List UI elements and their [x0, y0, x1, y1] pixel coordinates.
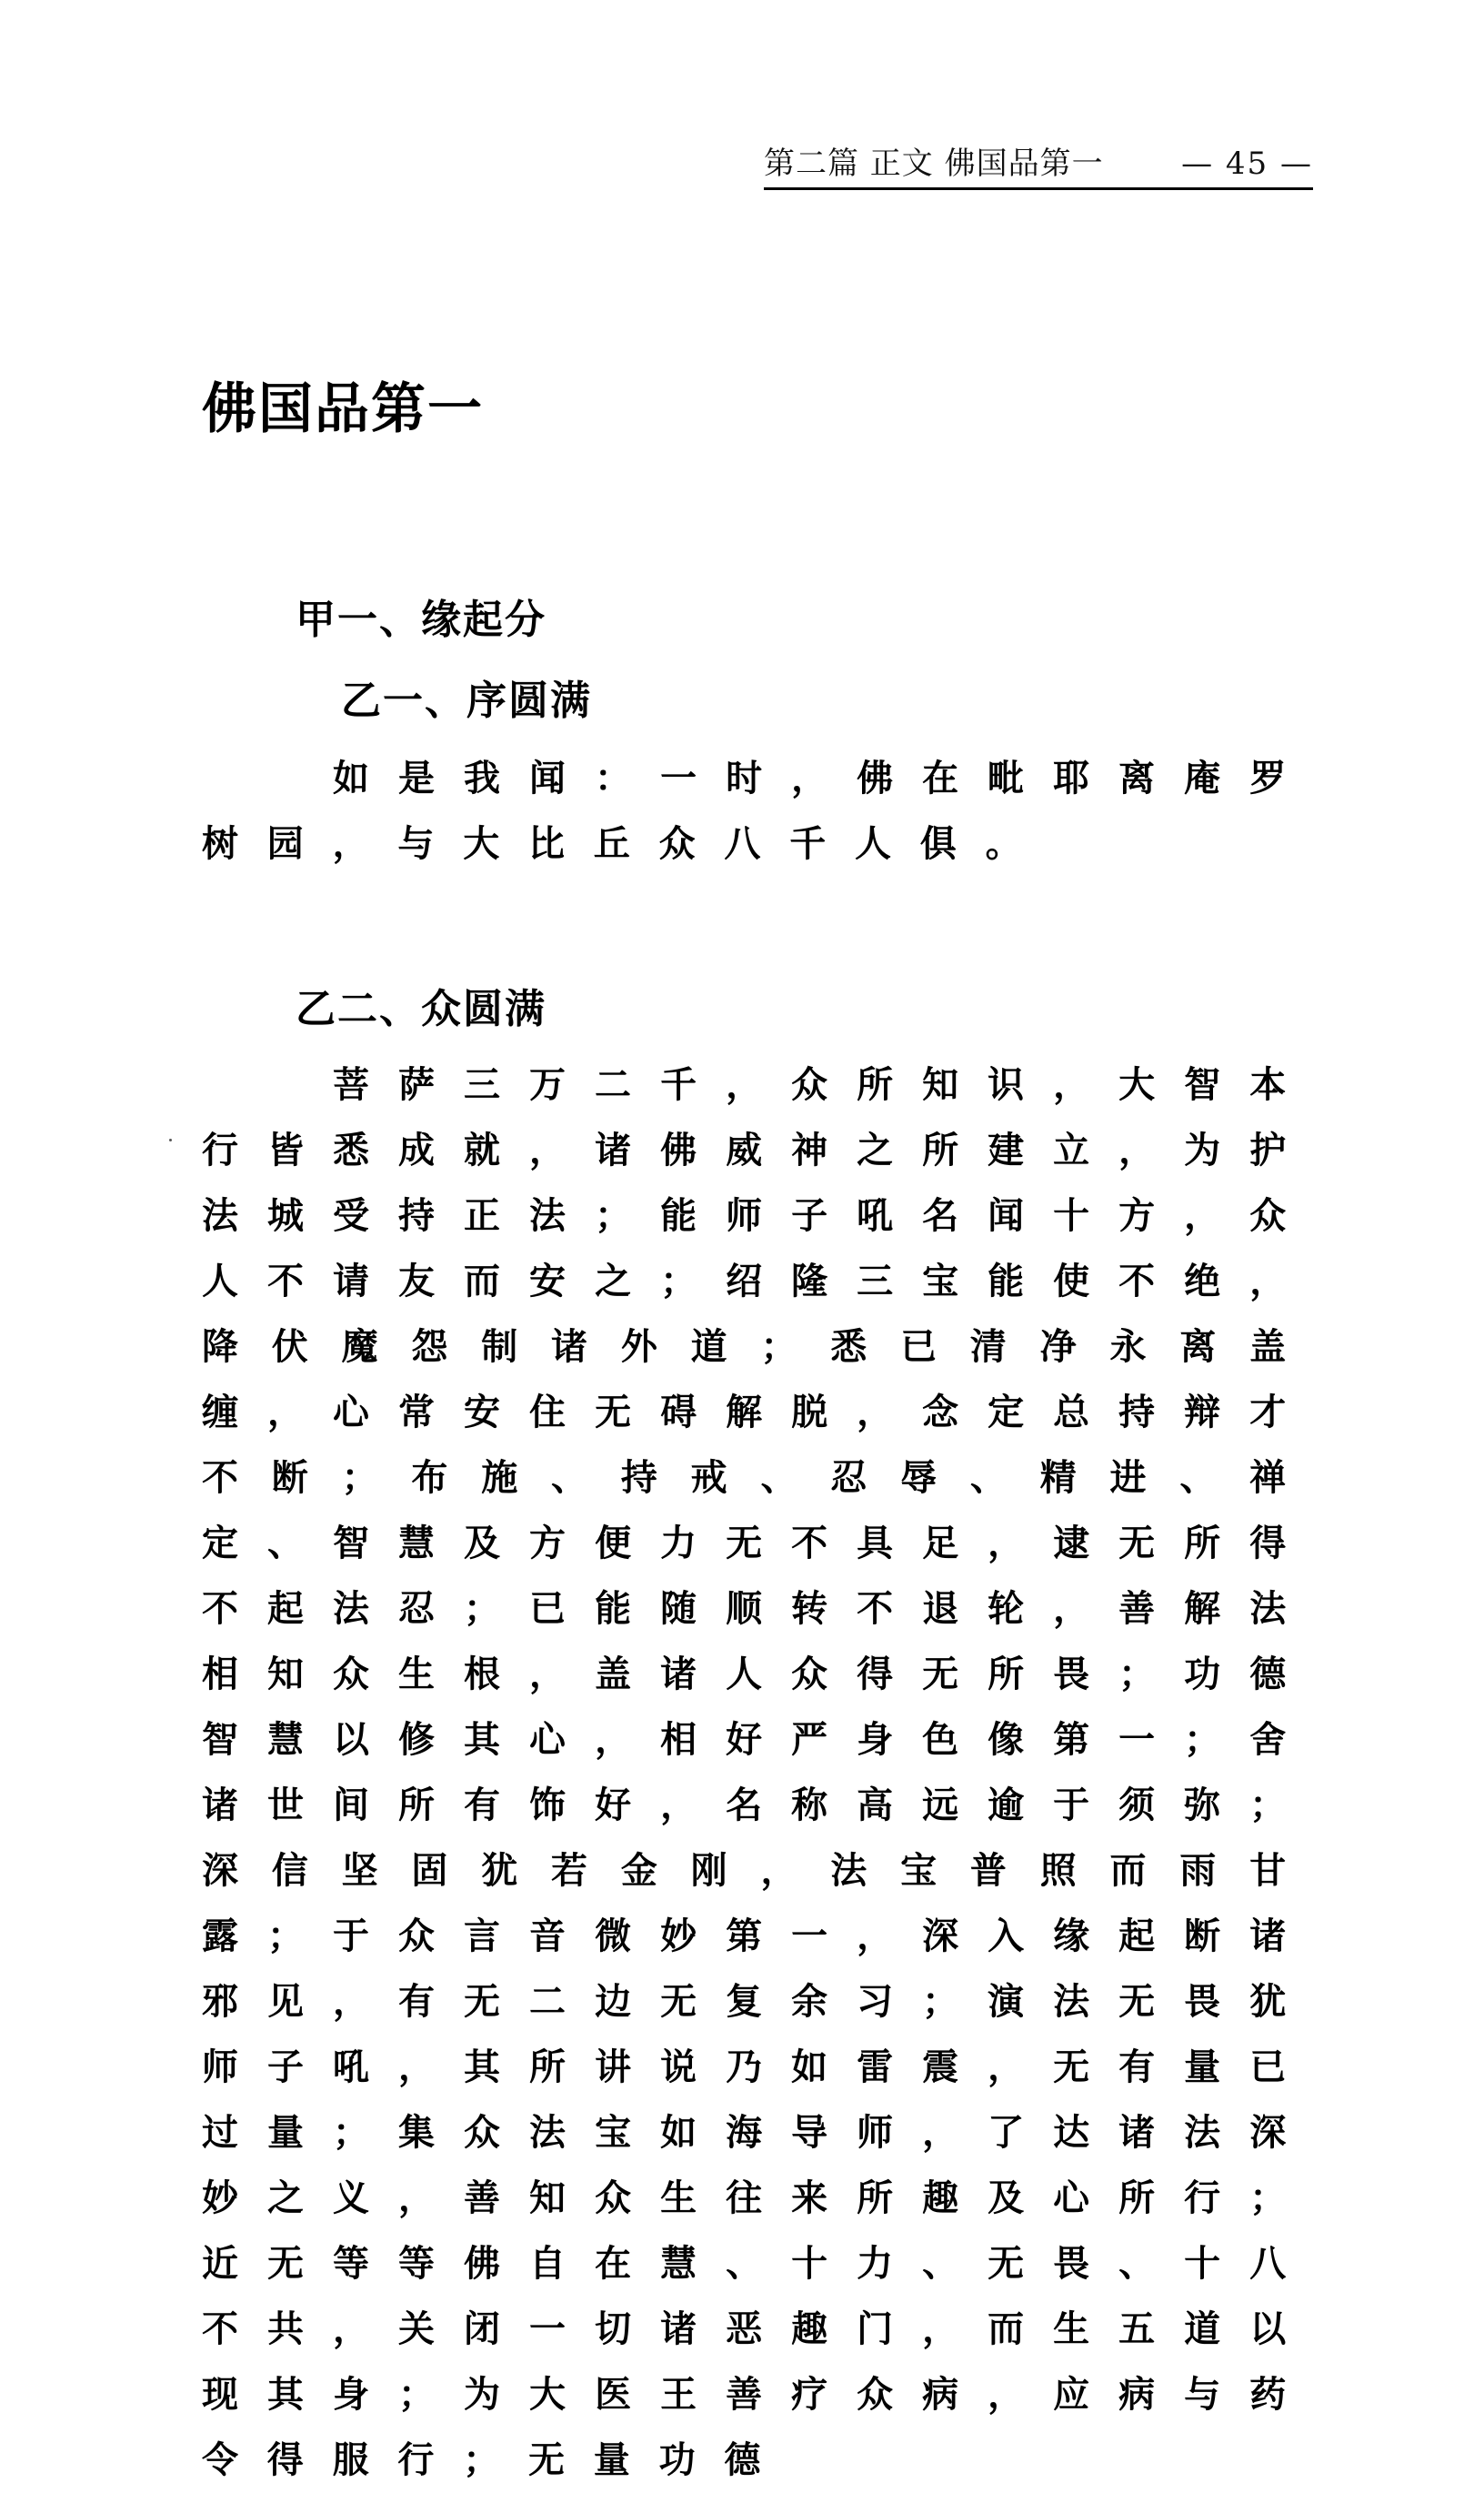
heading-yi1: 乙一、序圆满: [341, 678, 592, 724]
running-head-title: 第二篇 正文 佛国品第一: [764, 146, 1104, 182]
paragraph-intro: 如是我闻：一时，佛在毗耶离庵罗树园，与大比丘众八千人俱。: [202, 758, 1315, 865]
heading-jia1: 甲一、缘起分: [296, 597, 546, 643]
paragraph-assembly: 菩萨三万二千，众所知识，大智本行皆悉成就，诸佛威神之所建立，为护法城受持正法；能师子吼名闻十方，众人不请友而安之；绍隆三宝能使不绝，降伏魔怨制诸外道；悉已清净永离盖缠，心常安住无碍解脱，念定总持辩才不断；布施、持戒、忍辱、精进、禅定、智慧及方便力无不具足，逮无所得不起法忍；已能随顺转不退轮，善解法相知众生根，盖诸人众得无所畏；功德智慧以修其心，相好严身色像第一；舍诸世间所有饰好，名称高远逾于须弥；深信坚固犹若金刚，法宝普照而雨甘露；于众言音微妙第一，深入缘起断诸邪见，有无二边无复余习；演法无畏犹师子吼，其所讲说乃如雷震，无有量已过量；集众法宝如海导师，了达诸法深妙之义，善知众生往来所趣及心所行；近无等等佛自在慧、十力、无畏、十八不共，关闭一切诸恶趣门，而生五道以现其身；为大医王善疗众病，应病与药令得服行；无量功德: [202, 1064, 1315, 2481]
chapter-title: 佛国品第一: [202, 377, 484, 441]
scan-speck: [169, 1139, 172, 1141]
heading-yi2: 乙二、众圆满: [296, 986, 546, 1032]
page-number: — 45 —: [1181, 146, 1313, 182]
running-head: [764, 144, 1313, 190]
